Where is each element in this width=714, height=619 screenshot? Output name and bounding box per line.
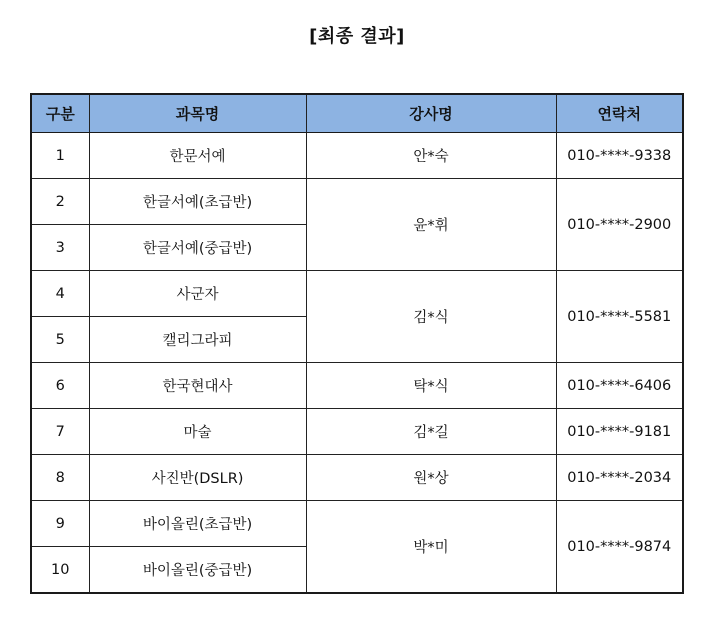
table-row xyxy=(31,455,683,501)
row-no: 4 xyxy=(31,271,89,317)
header-row xyxy=(31,94,683,133)
row-instructor: 안*숙 xyxy=(306,133,556,179)
row-no: 5 xyxy=(31,317,89,363)
header-instructor: 강사명 xyxy=(306,94,556,133)
row-course: 바이올린(초급반) xyxy=(89,501,306,547)
row-course: 한글서예(초급반) xyxy=(89,179,306,225)
row-course: 한글서예(중급반) xyxy=(89,225,306,271)
row-instructor: 김*식 xyxy=(306,271,556,363)
page-title: [최종 결과] xyxy=(309,26,405,47)
row-no: 6 xyxy=(31,363,89,409)
header-no: 구분 xyxy=(31,94,89,133)
row-course: 캘리그라피 xyxy=(89,317,306,363)
row-phone: 010-****-9181 xyxy=(556,409,683,455)
row-phone: 010-****-6406 xyxy=(556,363,683,409)
row-phone: 010-****-5581 xyxy=(556,271,683,363)
table-row xyxy=(31,271,683,317)
row-phone: 010-****-2034 xyxy=(556,455,683,501)
row-instructor: 김*길 xyxy=(306,409,556,455)
row-no: 1 xyxy=(31,133,89,179)
header-phone: 연락처 xyxy=(556,94,683,133)
row-course: 마술 xyxy=(89,409,306,455)
row-no: 10 xyxy=(31,547,89,594)
row-no: 9 xyxy=(31,501,89,547)
table-row xyxy=(31,133,683,179)
header-course: 과목명 xyxy=(89,94,306,133)
row-course: 바이올린(중급반) xyxy=(89,547,306,594)
row-no: 2 xyxy=(31,179,89,225)
row-phone: 010-****-9874 xyxy=(556,501,683,594)
row-no: 8 xyxy=(31,455,89,501)
results-table xyxy=(30,93,684,594)
row-course: 사군자 xyxy=(89,271,306,317)
row-no: 3 xyxy=(31,225,89,271)
row-instructor: 박*미 xyxy=(306,501,556,594)
row-phone: 010-****-2900 xyxy=(556,179,683,271)
row-course: 한문서예 xyxy=(89,133,306,179)
row-course: 사진반(DSLR) xyxy=(89,455,306,501)
row-instructor: 윤*휘 xyxy=(306,179,556,271)
table-row xyxy=(31,179,683,225)
table-row xyxy=(31,363,683,409)
row-no: 7 xyxy=(31,409,89,455)
row-phone: 010-****-9338 xyxy=(556,133,683,179)
row-instructor: 탁*식 xyxy=(306,363,556,409)
table-row xyxy=(31,501,683,547)
row-instructor: 원*상 xyxy=(306,455,556,501)
table-row xyxy=(31,409,683,455)
row-course: 한국현대사 xyxy=(89,363,306,409)
